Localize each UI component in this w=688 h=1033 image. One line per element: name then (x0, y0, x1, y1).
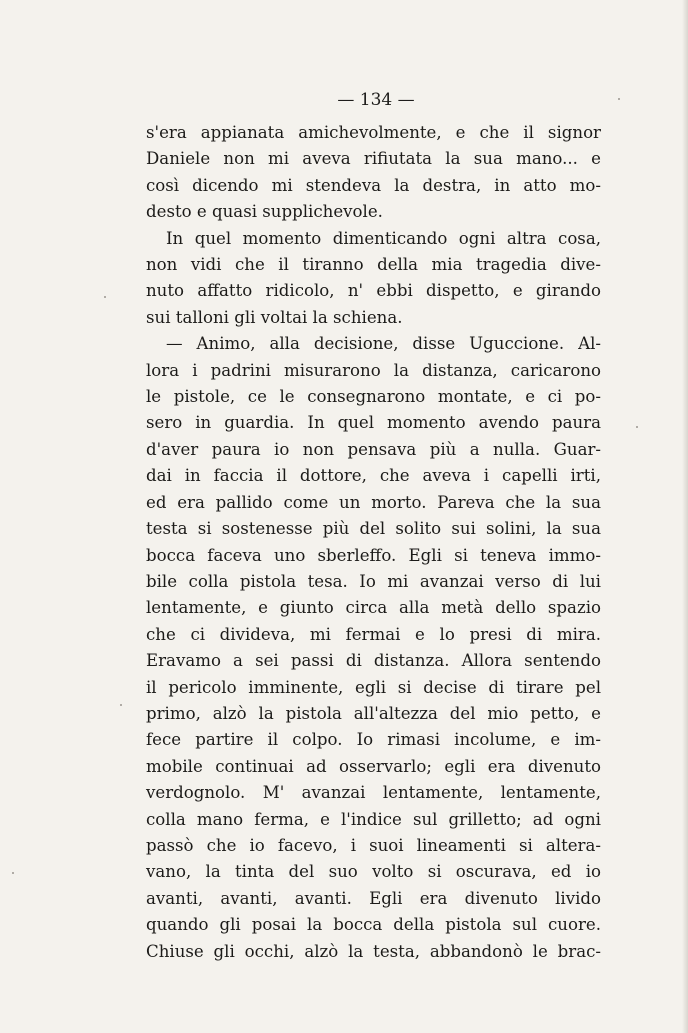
text-line: nuto affatto ridicolo, n' ebbi dispetto, e girando (146, 281, 601, 301)
text-line: lentamente, e giunto circa alla metà dello spazio (146, 598, 601, 618)
text-line: vano, la tinta del suo volto si oscurava, ed io (146, 862, 601, 882)
paper-speck (120, 704, 122, 706)
text-line: s'era appianata amichevolmente, e che il signor (146, 123, 601, 142)
text-line: testa si sostenesse più del solito sui solini, la sua (146, 519, 601, 539)
body-text (146, 120, 601, 965)
text-line: sero in guardia. In quel momento avendo paura (146, 413, 601, 433)
text-line: In quel momento dimenticando ogni altra cosa, (166, 228, 601, 248)
paper-speck (636, 426, 638, 428)
text-line: passò che io facevo, i suoi lineamenti si altera- (146, 835, 601, 855)
text-line: non vidi che il tiranno della mia tragedia dive- (146, 255, 601, 275)
text-line: primo, alzò la pistola all'altezza del mio petto, e (146, 703, 601, 723)
text-line: così dicendo mi stendeva la destra, in atto mo- (146, 175, 601, 195)
text-line: Chiuse gli occhi, alzò la testa, abbandonò le brac- (146, 941, 601, 961)
text-line: Eravamo a sei passi di distanza. Allora sentendo (146, 651, 601, 671)
text-line: Daniele non mi aveva rifiutata la sua mano... e (146, 149, 601, 169)
paper-speck (104, 296, 106, 298)
text-line: desto e quasi supplichevole. (146, 202, 383, 222)
text-line: che ci divideva, mi fermai e lo presi di mira. (146, 624, 601, 644)
text-line: bile colla pistola tesa. Io mi avanzai verso di lui (146, 571, 601, 591)
paper-speck (12, 872, 14, 874)
page-edge-shadow (682, 0, 688, 1033)
text-line: avanti, avanti, avanti. Egli era divenuto livido (146, 888, 601, 908)
text-line: lora i padrini misurarono la distanza, caricarono (146, 360, 601, 380)
text-line: il pericolo imminente, egli si decise di tirare pel (146, 677, 601, 697)
page-number: — 134 — (337, 90, 415, 110)
text-line: sui talloni gli voltai la schiena. (146, 307, 403, 327)
text-line: mobile continuai ad osservarlo; egli era divenuto (146, 756, 601, 776)
text-line: le pistole, ce le consegnarono montate, e ci po- (146, 387, 601, 407)
text-line: — Animo, alla decisione, disse Uguccione. Al- (166, 334, 601, 354)
text-line: ed era pallido come un morto. Pareva che la sua (146, 492, 601, 512)
text-line: quando gli posai la bocca della pistola sul cuore. (146, 915, 601, 935)
text-line: fece partire il colpo. Io rimasi incolume, e im- (146, 730, 601, 750)
text-line: colla mano ferma, e l'indice sul grilletto; ad ogni (146, 809, 601, 829)
text-line: bocca faceva uno sberleffo. Egli si teneva immo- (146, 545, 601, 565)
text-line: verdognolo. M' avanzai lentamente, lentamente, (146, 783, 601, 803)
text-line: d'aver paura io non pensava più a nulla. Guar- (146, 439, 601, 459)
text-line: dai in faccia il dottore, che aveva i capelli irti, (146, 466, 601, 486)
